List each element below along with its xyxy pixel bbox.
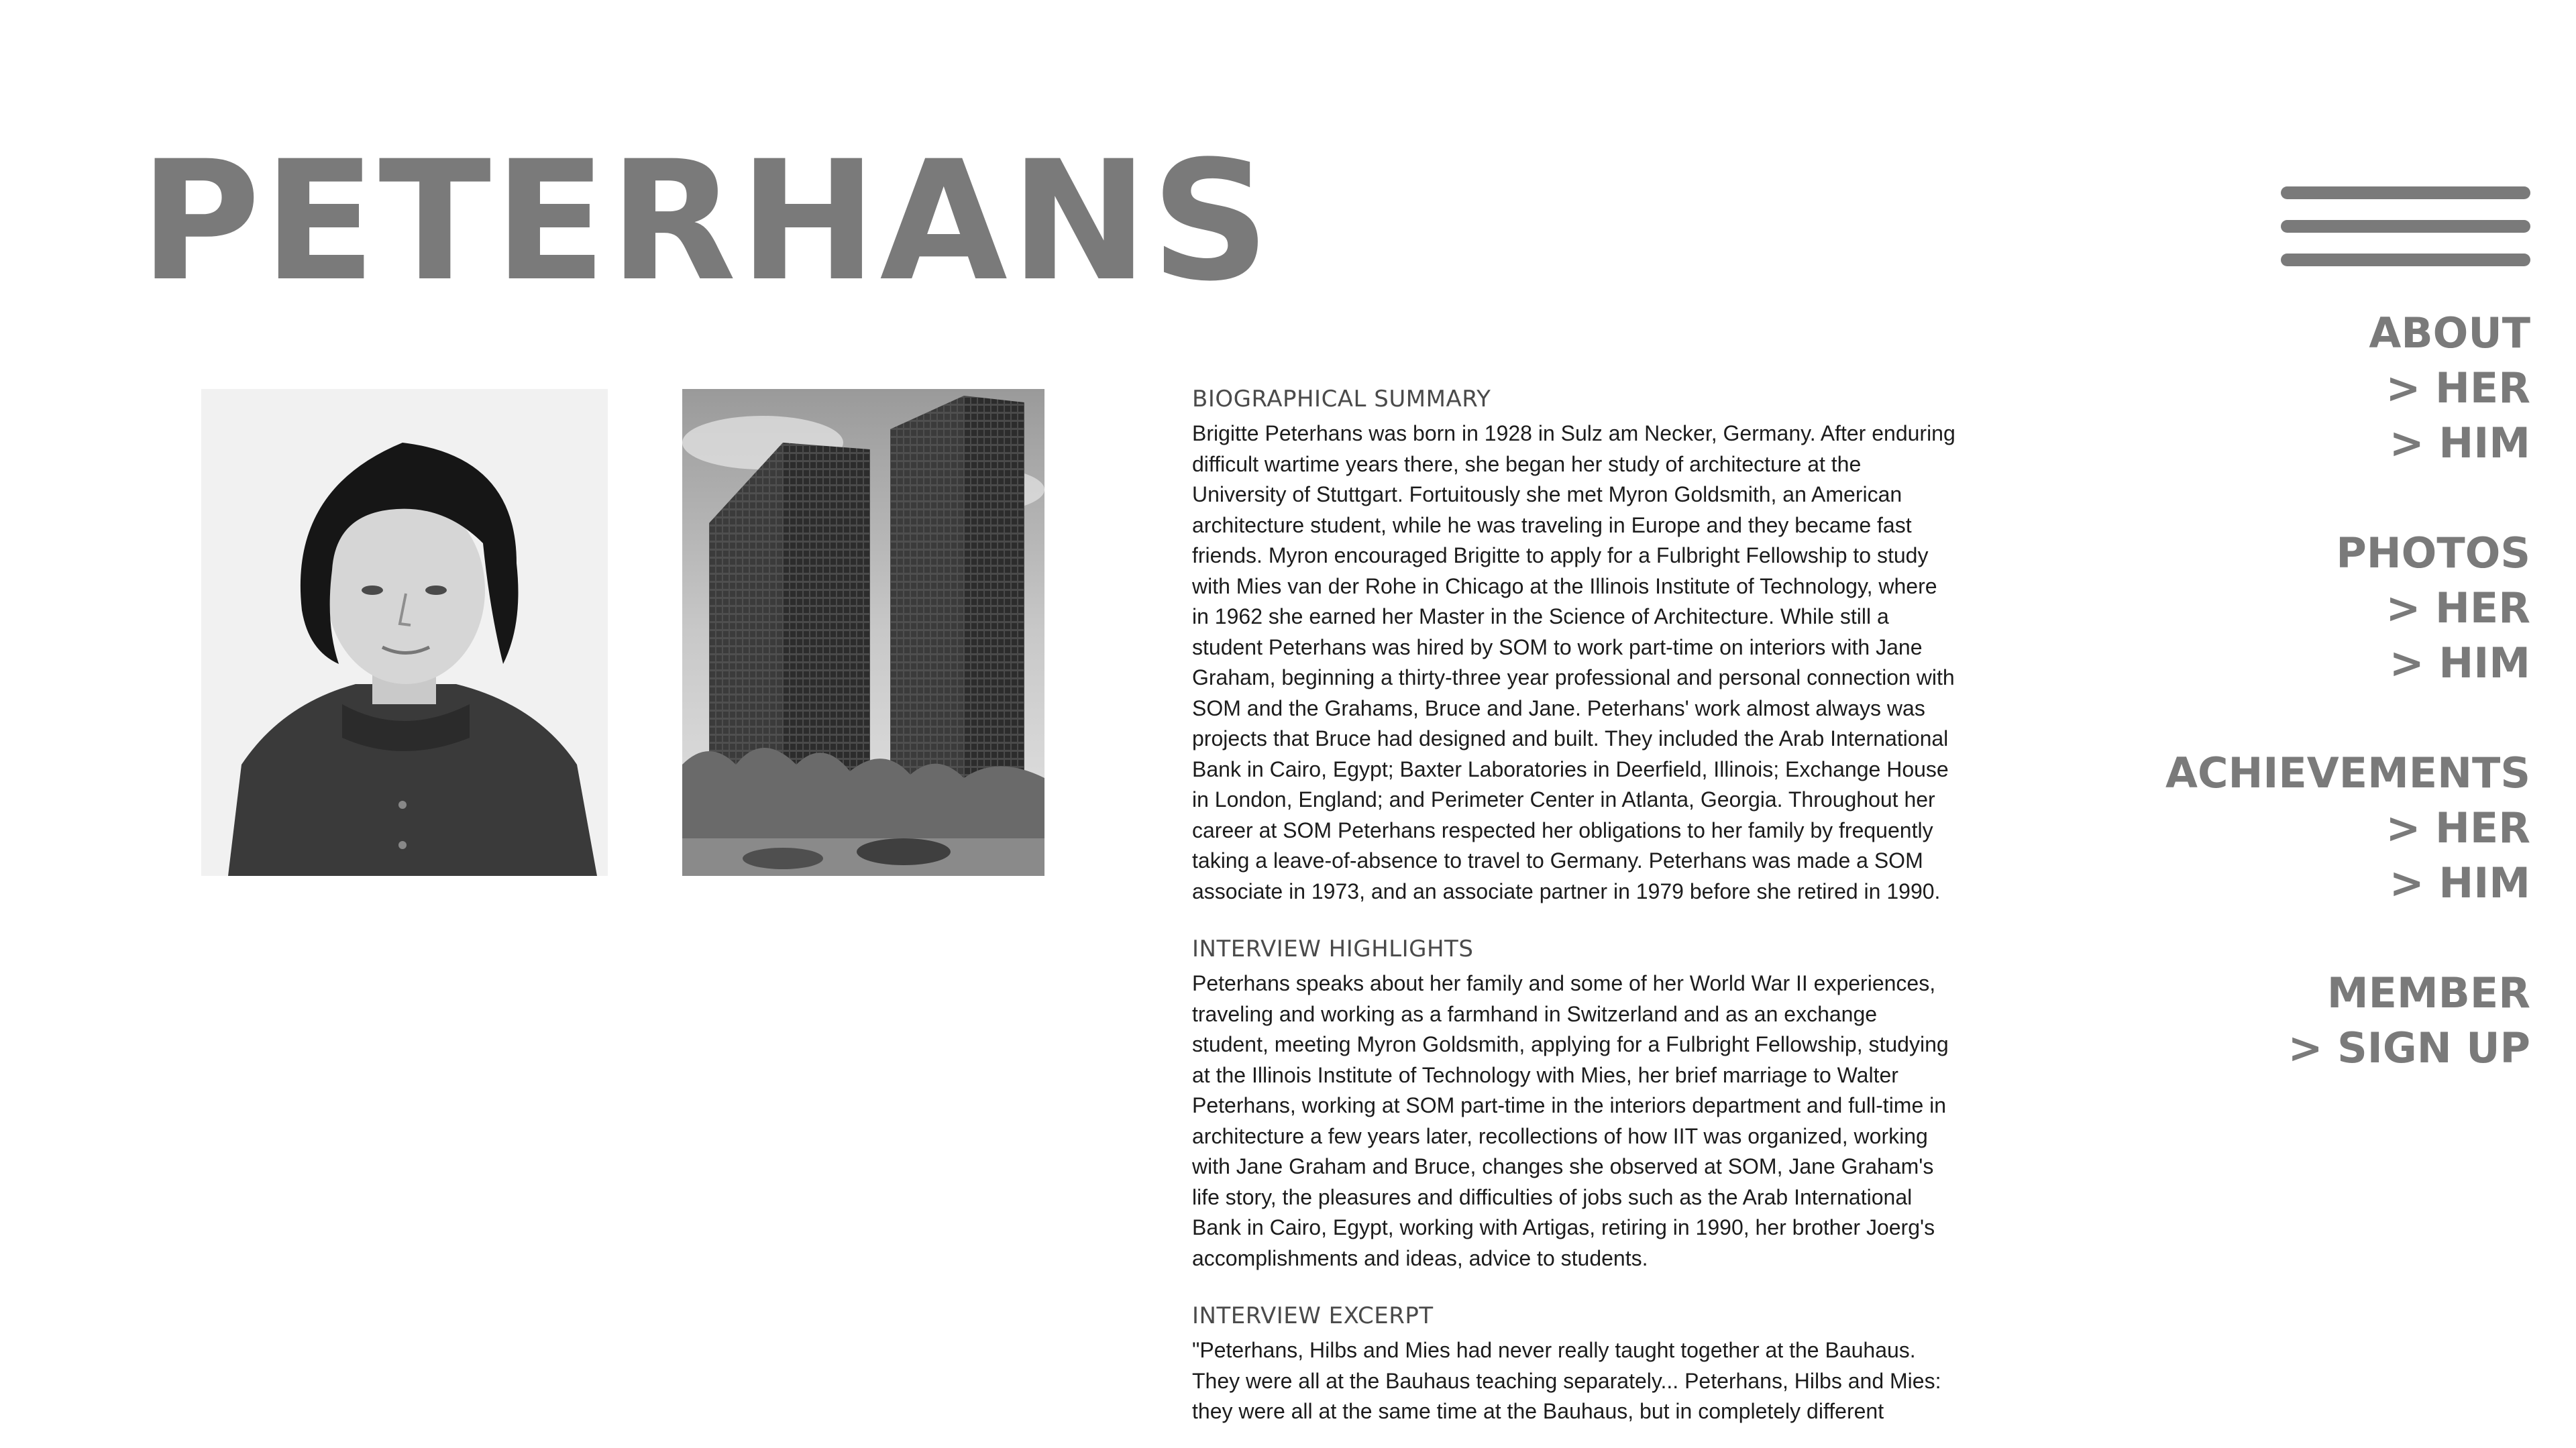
site-navigation xyxy=(2155,306,2530,1076)
biographical-summary-section xyxy=(1192,382,1957,907)
nav-link-achievements-her[interactable]: > HER xyxy=(2385,803,2530,852)
section-body: "Peterhans, Hilbs and Mies had never really taught together at the Bauhaus. They were all at the Bauhaus teaching separately... Peterhans, Hilbs and Mies: they were all at the same time at the Bauhaus, but in completely different xyxy=(1192,1338,1941,1423)
nav-link-photos-her[interactable]: > HER xyxy=(2385,583,2530,632)
portrait-photo xyxy=(201,389,608,876)
interview-excerpt-section xyxy=(1192,1299,1957,1427)
section-heading: INTERVIEW HIGHLIGHTS xyxy=(1192,936,1474,962)
nav-group-photos xyxy=(2155,526,2530,691)
interview-highlights-section xyxy=(1192,932,1957,1274)
page-title: PETERHANS xyxy=(140,126,1273,318)
menu-bar xyxy=(2281,186,2530,199)
menu-bar xyxy=(2281,220,2530,233)
nav-link-sign-up[interactable]: > SIGN UP xyxy=(2288,1023,2530,1072)
nav-heading-photos: PHOTOS xyxy=(2336,528,2530,577)
nav-heading-about: ABOUT xyxy=(2369,309,2530,357)
nav-link-photos-him[interactable]: > HIM xyxy=(2389,638,2530,687)
nav-group-achievements xyxy=(2155,746,2530,911)
hamburger-menu-icon[interactable] xyxy=(2281,186,2530,268)
nav-group-member xyxy=(2155,966,2530,1076)
section-body: Peterhans speaks about her family and some of her World War II experiences, traveling and working as a farmhand in Switzerland and as an exchange student, meeting Myron Goldsmith, applying for a Fulbright Fellowship, studying at the Illinois Institute of Technology with Mies, her brief marriage to Walter Peterhans, working at SOM part-time in the interiors department and full-time in architecture a few years later, recollections of how IIT was organized, working with Jane Graham and Bruce, changes she observed at SOM, Jane Graham's life story, the pleasures and difficulties of jobs such as the Arab International Bank in Cairo, Egypt, working with Artigas, retiring in 1990, her brother Joerg's accomplishments and ideas, advice to students. xyxy=(1192,971,1949,1270)
nav-link-about-her[interactable]: > HER xyxy=(2385,364,2530,412)
section-body: Brigitte Peterhans was born in 1928 in Sulz am Necker, Germany. After enduring difficult wartime years there, she began her study of architecture at the University of Stuttgart. Fortuitously she met Myron Goldsmith, an American architecture student, while he was traveling in Europe and they became fast friends. Myron encouraged Brigitte to apply for a Fulbright Fellowship to study with Mies van der Rohe in Chicago at the Illinois Institute of Technology, where in 1962 she earned her Master in the Science of Architecture. While still a student Peterhans was hired by SOM to work part-time on interiors with Jane Graham, beginning a thirty-three year professional and personal connection with SOM and the Grahams, Bruce and Jane. Peterhans' work almost always was projects that Bruce had designed and built. They included the Arab International Bank in Cairo, Egypt; Baxter Laboratories in Deerfield, Illinois; Exchange House in London, England; and Perimeter Center in Atlanta, Georgia. Throughout her career at SOM Peterhans respected her obligations to her family by frequently taking a leave-of-absence to travel to Germany. Peterhans was made a SOM associate in 1973, and an associate partner in 1979 before she retired in 1990. xyxy=(1192,421,1955,903)
section-heading: BIOGRAPHICAL SUMMARY xyxy=(1192,386,1491,412)
text-content xyxy=(1192,382,1957,1448)
nav-heading-member: MEMBER xyxy=(2326,968,2530,1017)
nav-link-about-him[interactable]: > HIM xyxy=(2389,419,2530,467)
nav-heading-achievements: ACHIEVEMENTS xyxy=(2165,748,2530,797)
menu-bar xyxy=(2281,254,2530,266)
nav-link-achievements-him[interactable]: > HIM xyxy=(2389,858,2530,907)
towers-photo xyxy=(682,389,1044,876)
section-heading: INTERVIEW EXCERPT xyxy=(1192,1302,1434,1329)
nav-group-about xyxy=(2155,306,2530,471)
